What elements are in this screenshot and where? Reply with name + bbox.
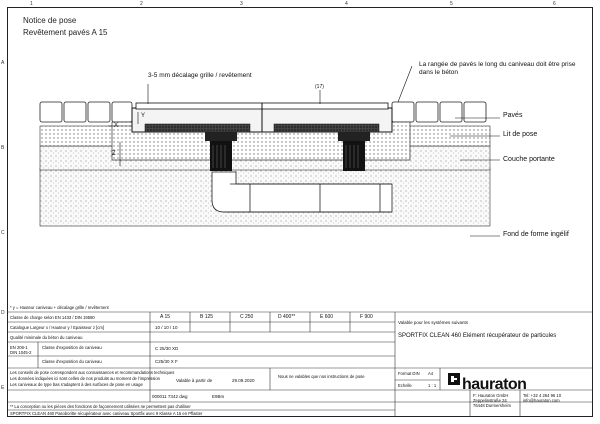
ruler-top-5: 5 xyxy=(450,1,453,7)
ruler-side-e: E xyxy=(1,385,5,391)
ruler-side-a: A xyxy=(1,60,5,66)
callout-pavers: La rangée de pavés le long du caniveau doit être prise dans le béton xyxy=(419,61,576,76)
class-e600: E 600 xyxy=(320,314,334,320)
doc-subtitle: Revêtement pavés A 15 xyxy=(23,28,108,37)
ruler-side-b: B xyxy=(1,145,5,151)
norm-en206: EN 206-1 xyxy=(10,345,28,350)
class-c250: C 250 xyxy=(240,314,254,320)
ruler-top-3: 3 xyxy=(240,1,243,7)
value-c2530-xf: C25/30 X F xyxy=(155,359,178,364)
drawing-code-value: E9Bm xyxy=(212,394,225,399)
ruler-top-6: 6 xyxy=(553,1,556,7)
dim-x: X xyxy=(114,123,119,129)
layers-value: 10 / 10 / 10 xyxy=(155,325,178,330)
format-value: A4 xyxy=(428,371,434,376)
value-c2530-xd: C 25/30 XD xyxy=(155,346,179,351)
ruler-top-1: 1 xyxy=(30,1,33,7)
ruler-side-c: C xyxy=(1,230,5,236)
class-a15: A 15 xyxy=(160,314,171,320)
bottom-product-line: SPORTFIX CLEAN 460 Pasoboritte récupérateur avec caniveau Sportfix avec 9 Klasse A 15 en Pflaster xyxy=(10,411,203,416)
note-long-2: Les données indiquées ici sont celles de nos produits au moment de l'impression xyxy=(10,376,161,381)
dim-17: (17) xyxy=(315,84,324,90)
dim-y: Y xyxy=(141,113,146,119)
quality-label: Qualité minimale du béton du caniveau xyxy=(10,335,83,340)
scale-value: 1 : 1 xyxy=(428,383,437,388)
valid-from-label: Valable à partir de xyxy=(176,378,213,383)
note-long-3: Les caniveaux de type bas s'adaptent à des surfaces de pose en usage xyxy=(10,382,143,387)
ruler-top-4: 4 xyxy=(345,1,348,7)
brand-name: hauraton xyxy=(462,376,527,393)
exposure-label-1: Classe d'exposition de caniveau xyxy=(42,345,102,350)
address-3: 76448 Durmersheim xyxy=(473,403,511,408)
note-long-1: Les conseils de pose correspondent aux connaissances et recommandations techniques xyxy=(10,370,175,375)
address-1: F: Hauraton GmbH xyxy=(473,393,509,398)
scale-label: Echelle xyxy=(398,383,412,388)
system-label: Valable pour les systèmes suivants xyxy=(398,320,468,325)
label-paves: Pavés xyxy=(503,112,523,119)
valid-date: 29.09.2020 xyxy=(232,378,255,383)
drawing-code: 000011 7342 dwg xyxy=(152,394,188,399)
dim-z: Z xyxy=(112,151,116,157)
label-couche-portante: Couche portante xyxy=(503,156,555,163)
phone: Tel: +32 4 264 96 10 xyxy=(523,393,562,398)
ruler-top-2: 2 xyxy=(140,1,143,7)
class-b125: B 125 xyxy=(200,314,214,320)
class-f900: F 900 xyxy=(360,314,373,320)
layers-label: Catalogue Largeur x / Hauteur y / Epaisseur z [cm] xyxy=(10,325,105,330)
product-name: SPORTFIX CLEAN 460 Elément récupérateur de particules xyxy=(398,333,557,339)
footnote: ** La conception ou les pièces des fonctions de façonnement utilisées ne permettent pas d'utiliser xyxy=(10,404,191,409)
address-2: Zeppelinstraße 24 xyxy=(473,398,507,403)
ruler-side-d: D xyxy=(1,310,5,316)
format-label: Format DIN xyxy=(398,371,420,376)
legal-line: Nous ne valables que nos instructions de pose xyxy=(278,374,365,379)
class-d400: D 400** xyxy=(278,314,296,320)
load-class-label: Classe de charge selon EN 1433 / DIN 19580 xyxy=(10,315,95,320)
spec-note: * y = Hauteur caniveau + décalage grille / revêtement xyxy=(10,305,109,310)
label-lit-de-pose: Lit de pose xyxy=(503,131,538,138)
doc-title: Notice de pose xyxy=(23,16,77,25)
label-fond-de-forme: Fond de forme ingélif xyxy=(503,231,569,238)
exposure-label-2: Classe d'exposition du caniveau xyxy=(42,359,102,364)
email: info@hauraton.com xyxy=(523,398,560,403)
callout-offset: 3-5 mm décalage grille / revêtement xyxy=(148,72,252,79)
norm-din1045: DIN 1045-2 xyxy=(10,350,32,355)
